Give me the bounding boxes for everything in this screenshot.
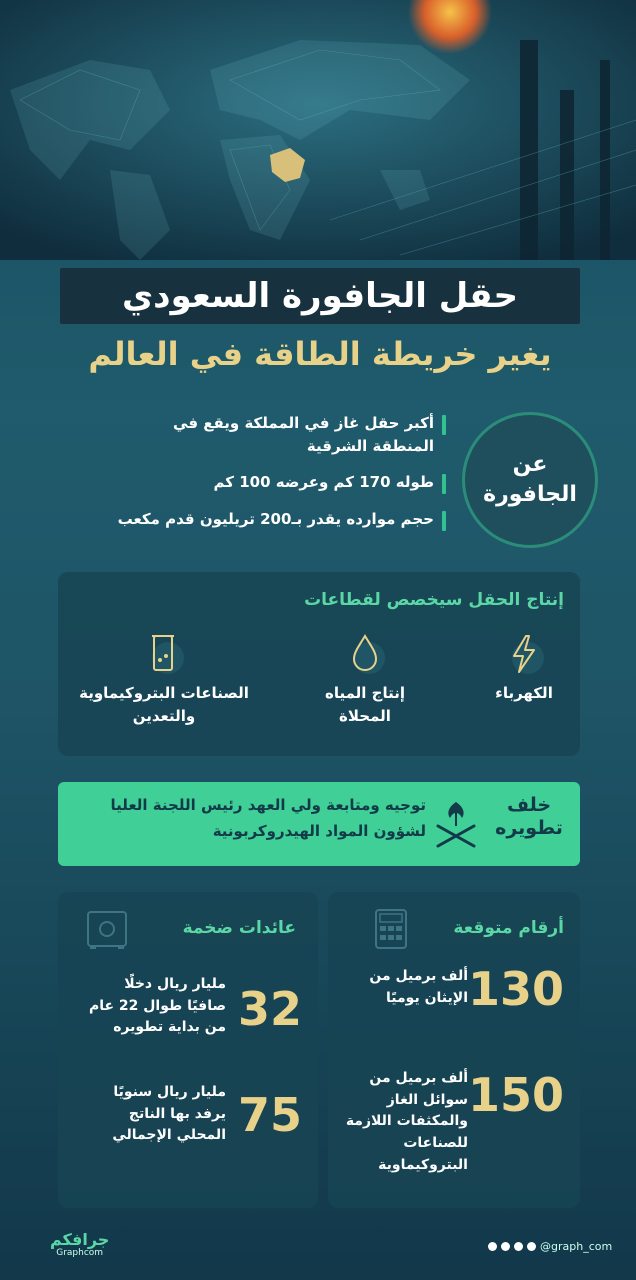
youtube-icon: [514, 1242, 523, 1251]
about-point: [46, 508, 446, 531]
page-subtitle: يغير خريطة الطاقة في العالم: [88, 335, 552, 373]
about-points: [46, 412, 446, 531]
expected-text: ألف برميل من سوائل الغاز والمكثفات اللازمة للصناعات البتروكيماوية: [345, 1070, 468, 1173]
graphcom-logo: [50, 1232, 109, 1258]
facebook-icon: [488, 1242, 497, 1251]
logo-english: Graphcom: [56, 1248, 104, 1258]
about-heading-line2: الجافورة: [483, 482, 577, 507]
revenues-panel: [58, 892, 318, 1208]
about-point: [46, 412, 446, 457]
world-map-illustration: [0, 0, 636, 260]
about-heading-line1: عن: [512, 452, 548, 478]
sector-petrochemicals: [64, 632, 264, 729]
expected-number: 130: [467, 962, 564, 1016]
bullet-bar: [442, 511, 446, 531]
about-point-text: أكبر حقل غاز في المملكة ويقع في المنطقة الشرقية: [173, 414, 434, 455]
development-band: [58, 782, 580, 866]
development-heading-line1: خلف: [506, 794, 552, 816]
bullet-bar: [442, 415, 446, 435]
test-tube-icon: [144, 632, 184, 676]
sector-label: الصناعات البتروكيماوية والتعدين: [79, 684, 249, 726]
sectors-heading: إنتاج الحقل سيخصص لقطاعات: [304, 590, 564, 610]
development-heading-line2: تطويره: [495, 816, 563, 839]
about-point: [46, 471, 446, 494]
logo-arabic: جرافكم: [50, 1230, 110, 1249]
page-title: حقل الجافورة السعودي: [121, 276, 519, 316]
water-drop-icon: [345, 632, 385, 676]
about-badge: [462, 412, 598, 548]
sector-electricity: [484, 632, 564, 705]
hero-map-image: [0, 0, 636, 260]
safe-icon: [84, 908, 130, 952]
calculator-icon: [368, 906, 414, 952]
revenue-number: 75: [237, 1088, 302, 1142]
development-heading: [486, 794, 572, 840]
saudi-emblem-icon: [432, 798, 480, 850]
revenue-text: مليار ريال سنويًا يرفد بها الناتج المحلي الإجمالي: [112, 1084, 226, 1144]
sector-label: الكهرباء: [495, 684, 553, 702]
social-handle: [488, 1240, 612, 1253]
bullet-bar: [442, 474, 446, 494]
twitter-icon: [501, 1242, 510, 1251]
about-point-text: طوله 170 كم وعرضه 100 كم: [213, 473, 434, 491]
title-box: [60, 268, 580, 324]
development-text: توجيه ومتابعة ولي العهد رئيس اللجنة العليا لشؤون المواد الهيدروكربونية: [110, 796, 426, 841]
revenue-number: 32: [237, 982, 302, 1036]
expected-text: ألف برميل من الإيثان يوميًا: [369, 968, 468, 1006]
sector-label: إنتاج المياه المحلاة: [324, 684, 405, 726]
handle-text: @graph_com: [540, 1240, 613, 1253]
revenues-heading: عائدات ضخمة: [182, 918, 296, 938]
revenue-text: مليار ريال دخلًا صافيًا طوال 22 عام من بداية تطويره: [88, 976, 226, 1036]
expected-heading: أرقام متوقعة: [453, 918, 564, 938]
about-point-text: حجم موارده يقدر بـ200 تريليون قدم مكعب: [117, 510, 434, 528]
sector-water: [300, 632, 430, 729]
expected-numbers-panel: [328, 892, 580, 1208]
expected-number: 150: [467, 1068, 564, 1122]
sectors-panel: [58, 572, 580, 756]
instagram-icon: [527, 1242, 536, 1251]
lightning-icon: [504, 632, 544, 676]
